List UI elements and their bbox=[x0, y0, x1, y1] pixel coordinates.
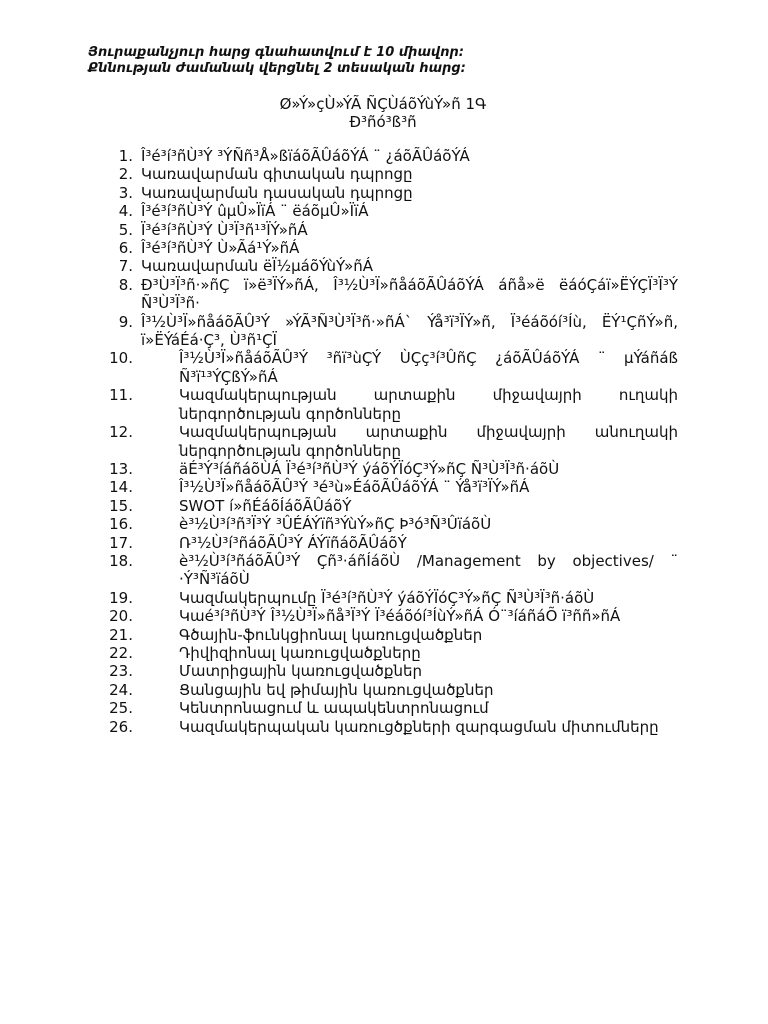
item-number: 15. bbox=[109, 496, 133, 515]
item-text: è³½Ù³í³ñ³Ï³Ý ³ÛÉÁÝïñ³ÝùÝ»ñÇ Þ³ó³Ñ³ÛïáõÙ bbox=[179, 515, 492, 534]
item-number: 22. bbox=[109, 643, 133, 662]
list-item bbox=[88, 662, 678, 680]
item-text: Կազմակերպական կառուցծքների զարգացման միտումները bbox=[179, 717, 659, 736]
list-item bbox=[88, 349, 678, 386]
list-item bbox=[88, 386, 678, 423]
item-text: äÉ³Ý³íáñáõÙÁ Ï³é³í³ñÙ³Ý ýáõÝÏóÇ³Ý»ñÇ Ñ³Ù³Ï³ñ·áõÙ bbox=[179, 459, 560, 478]
list-item bbox=[88, 552, 678, 589]
item-number: 23. bbox=[109, 662, 133, 681]
item-number: 13. bbox=[109, 459, 133, 478]
list-item bbox=[88, 202, 678, 220]
item-number: 6. bbox=[118, 239, 133, 258]
item-text: Î³½Ù³Ï»ñåáõÃÛ³Ý »ÝÃ³Ñ³Ù³Ï³ñ·»ñÁ` Ýå³ï³ÏÝ»ñ, Ï³éáõóí³Íù, ËÝ¹ÇñÝ»ñ, ï»ËÝáÉá·Ç³, Ù³ñ¹ÇÏ bbox=[141, 312, 678, 350]
item-number: 2. bbox=[118, 165, 133, 184]
item-text: Կենտրոնացում և ապակենտրոնացում bbox=[179, 699, 489, 718]
item-number: 17. bbox=[109, 533, 133, 552]
heading-subtitle: Ð³ñó³ß³ñ bbox=[349, 113, 417, 131]
item-number: 1. bbox=[118, 147, 133, 165]
item-text: è³½Ù³í³ñáõÃÛ³Ý Çñ³·áñÍáõÙ /Management by objectives/ ¨ ·Ý³Ñ³ïáõÙ bbox=[179, 551, 678, 589]
item-text: Մատրիցային կառուցվածքներ bbox=[179, 662, 422, 681]
list-item bbox=[88, 423, 678, 460]
list-item bbox=[88, 515, 678, 533]
item-text: Կառավարման դասական դպրոցը bbox=[141, 183, 413, 202]
item-number: 24. bbox=[109, 680, 133, 699]
item-number: 26. bbox=[109, 717, 133, 736]
list-item bbox=[88, 534, 678, 552]
question-list bbox=[88, 147, 678, 736]
item-number: 10. bbox=[109, 349, 133, 368]
item-number: 7. bbox=[118, 257, 133, 276]
item-number: 8. bbox=[118, 275, 133, 294]
item-text: Կառավարման գիտական դպրոցը bbox=[141, 165, 413, 184]
item-number: 11. bbox=[109, 386, 133, 405]
item-text: Ð³Ù³Ï³ñ·»ñÇ ï»ë³ÏÝ»ñÁ, Î³½Ù³Ï»ñåáõÃÛáõÝÁ áñå»ë ëáóÇáï»ËÝÇÏ³Ï³Ý Ñ³Ù³Ï³ñ· bbox=[141, 275, 678, 313]
list-item bbox=[88, 460, 678, 478]
heading-title: Ø»Ý»çÙ»ÝÃ ÑÇÙáõÝùÝ»ñ 1Գ bbox=[279, 95, 487, 113]
list-item bbox=[88, 221, 678, 239]
list-item bbox=[88, 626, 678, 644]
item-text: Դիվիզիոնալ կառուցվածքները bbox=[179, 643, 421, 662]
list-item bbox=[88, 497, 678, 515]
item-number: 9. bbox=[118, 312, 133, 331]
item-text: Կազմակերպության արտաքին միջավայրի ուղակի ներգործության գործոնները bbox=[179, 386, 678, 423]
item-text: Î³é³í³ñÙ³Ý ³ÝÑñ³Å»ßïáõÃÛáõÝÁ ¨ ¿áõÃÛáõÝÁ bbox=[141, 147, 470, 165]
item-number: 18. bbox=[109, 551, 133, 570]
item-number: 20. bbox=[109, 607, 133, 626]
item-text: Î³é³í³ñÙ³Ý ûμÛ»ÏïÁ ¨ ëáõμÛ»ÏïÁ bbox=[141, 202, 369, 221]
item-text: Կազմակերպումը Ï³é³í³ñÙ³Ý ýáõÝÏóÇ³Ý»ñÇ Ñ³Ù³Ï³ñ·áõÙ bbox=[179, 588, 595, 607]
item-text: Կառավարման ëÏ½μáõÝùÝ»ñÁ bbox=[141, 257, 374, 276]
list-item bbox=[88, 718, 678, 736]
item-number: 4. bbox=[118, 202, 133, 221]
item-text: Կազմակերպության արտաքին միջավայրի անուղակի ներգործության գործոնները bbox=[179, 423, 678, 460]
item-number: 21. bbox=[109, 625, 133, 644]
item-text: Ցանցային եվ թիմային կառուցվածքներ bbox=[179, 680, 494, 699]
list-item bbox=[88, 313, 678, 350]
item-number: 5. bbox=[118, 220, 133, 239]
item-text: Ռ³½Ù³í³ñáõÃÛ³Ý ÁÝïñáõÃÛáõÝ bbox=[179, 533, 407, 552]
list-item bbox=[88, 607, 678, 625]
intro-line-exam-rule: Քննության ժամանակ վերցնել 2 տեսական հարց: bbox=[88, 61, 466, 76]
item-number: 3. bbox=[118, 183, 133, 202]
item-number: 16. bbox=[109, 515, 133, 534]
item-number: 12. bbox=[109, 423, 133, 442]
list-item bbox=[88, 644, 678, 662]
list-item bbox=[88, 699, 678, 717]
item-text: Î³½Ù³Ï»ñåáõÃÛ³Ý ³é³ù»ÉáõÃÛáõÝÁ ¨ Ýå³ï³ÏÝ»ñÁ bbox=[179, 478, 530, 497]
document-heading bbox=[88, 95, 678, 131]
intro-line-grading: Յուրաքանչյուր հարց գնահատվում է 10 միավոր: bbox=[88, 45, 464, 60]
item-text: SWOT í»ñÉáõÍáõÃÛáõÝ bbox=[179, 496, 352, 515]
list-item bbox=[88, 589, 678, 607]
list-item bbox=[88, 681, 678, 699]
list-item bbox=[88, 239, 678, 257]
list-item bbox=[88, 276, 678, 313]
intro-block bbox=[88, 45, 688, 77]
list-item bbox=[88, 257, 678, 275]
item-number: 14. bbox=[109, 478, 133, 497]
item-text: Կաé³í³ñÙ³Ý Î³½Ù³Ï»ñå³Ï³Ý Ï³éáõóí³ÍùÝ»ñÁ Ó¨³íáñáÕ ï³ññ»ñÁ bbox=[179, 607, 621, 626]
list-item bbox=[88, 147, 678, 165]
list-item bbox=[88, 478, 678, 496]
item-number: 25. bbox=[109, 699, 133, 718]
item-text: Ï³é³í³ñÙ³Ý Ù³Ï³ñ¹³ÏÝ»ñÁ bbox=[141, 220, 308, 239]
item-text: Î³½Ù³Ï»ñåáõÃÛ³Ý ³ñï³ùÇÝ ÙÇç³í³ÛñÇ ¿áõÃÛáõÝÁ ¨ µÝáñáß Ñ³ï¹³ÝÇßÝ»ñÁ bbox=[179, 349, 678, 386]
list-item bbox=[88, 165, 678, 183]
item-text: Գծային-ֆունկցիոնալ կառուցվածքներ bbox=[179, 625, 483, 644]
item-text: Î³é³í³ñÙ³Ý Ù»Ãá¹Ý»ñÁ bbox=[141, 239, 300, 258]
item-number: 19. bbox=[109, 588, 133, 607]
list-item bbox=[88, 184, 678, 202]
